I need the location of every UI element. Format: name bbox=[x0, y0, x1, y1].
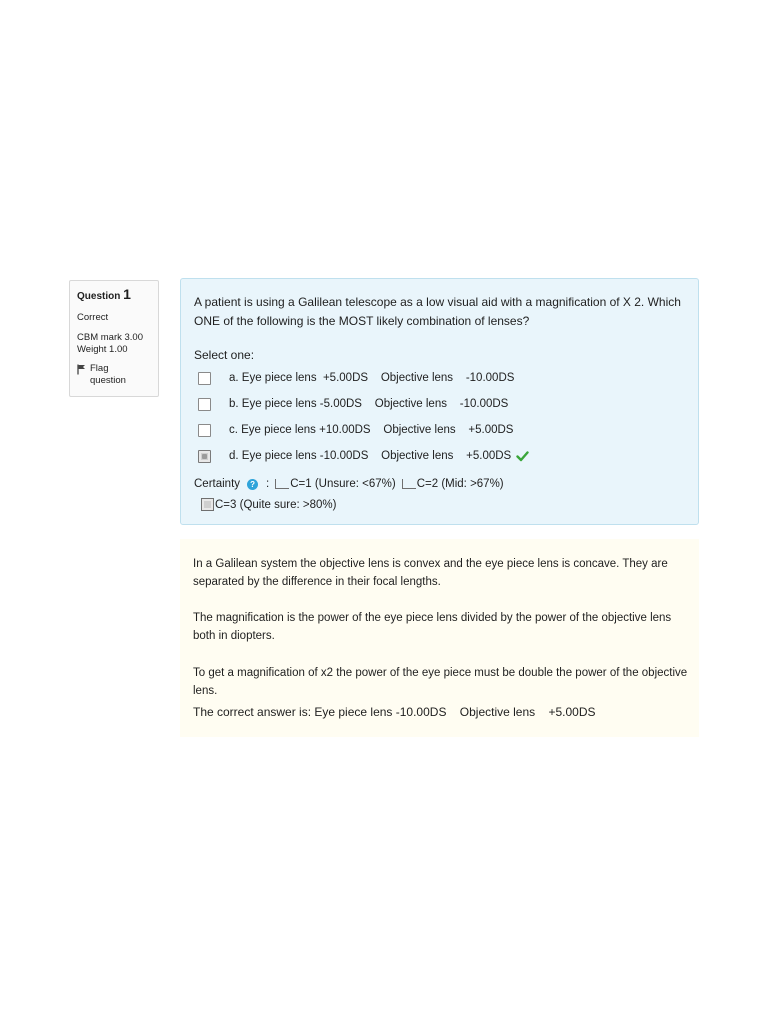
question-number-heading bbox=[77, 288, 152, 303]
answer-checkbox-checked[interactable] bbox=[198, 450, 211, 463]
feedback-paragraph: In a Galilean system the objective lens is convex and the eye piece lens is concave. They are separated by the difference in their focal lengths. bbox=[193, 558, 668, 588]
certainty-row-2 bbox=[201, 498, 336, 511]
answer-option-a[interactable] bbox=[198, 370, 514, 386]
general-feedback bbox=[180, 539, 699, 737]
certainty-row bbox=[194, 478, 504, 490]
certainty-option-c3: C=3 (Quite sure: >80%) bbox=[215, 498, 337, 511]
answer-label: b. Eye piece lens -5.00DS Objective lens -10.00DS bbox=[229, 398, 509, 410]
question-number: 1 bbox=[123, 286, 131, 302]
certainty-radio-c3-selected[interactable] bbox=[201, 498, 214, 511]
answer-checkbox[interactable] bbox=[198, 372, 211, 385]
flag-icon bbox=[77, 364, 86, 375]
feedback-paragraph: The magnification is the power of the eye piece lens divided by the power of the objective lens both in diopters. bbox=[193, 612, 672, 642]
help-icon[interactable]: ? bbox=[247, 479, 258, 490]
certainty-radio-c2[interactable] bbox=[402, 479, 416, 489]
answer-option-d[interactable] bbox=[198, 448, 529, 464]
certainty-radio-c1[interactable] bbox=[275, 479, 289, 489]
check-icon bbox=[516, 451, 529, 462]
flag-question-label: Flag question bbox=[90, 363, 126, 386]
certainty-option-c1: C=1 (Unsure: <67%) bbox=[290, 478, 396, 490]
question-formulation bbox=[180, 278, 699, 525]
cbm-mark: CBM mark 3.00 bbox=[77, 332, 143, 343]
question-info-panel bbox=[69, 280, 159, 397]
answer-option-c[interactable] bbox=[198, 422, 513, 438]
certainty-option-c2: C=2 (Mid: >67%) bbox=[416, 478, 504, 490]
answer-label: c. Eye piece lens +10.00DS Objective lens +5.00DS bbox=[229, 424, 514, 436]
feedback-paragraph: To get a magnification of x2 the power of the eye piece must be double the power of the objective lens. bbox=[193, 667, 688, 697]
answer-label: d. Eye piece lens -10.00DS Objective lens +5.00DS bbox=[229, 450, 512, 462]
question-state: Correct bbox=[77, 312, 109, 323]
answer-checkbox[interactable] bbox=[198, 398, 211, 411]
answer-label: a. Eye piece lens +5.00DS Objective lens -10.00DS bbox=[229, 372, 515, 384]
answer-option-b[interactable] bbox=[198, 396, 508, 412]
question-label: Question bbox=[77, 291, 121, 302]
flag-question-link[interactable] bbox=[77, 363, 152, 387]
certainty-separator: : bbox=[266, 478, 270, 490]
answer-checkbox[interactable] bbox=[198, 424, 211, 437]
select-one-prompt: Select one: bbox=[194, 348, 255, 362]
question-weight: Weight 1.00 bbox=[77, 344, 128, 355]
question-text: A patient is using a Galilean telescope as a low visual aid with a magnification of X 2. Which ONE of the following is the MOST likely combination of lenses? bbox=[194, 295, 681, 328]
certainty-label: Certainty bbox=[194, 478, 241, 490]
correct-answer-text: The correct answer is: Eye piece lens -10.00DS Objective lens +5.00DS bbox=[193, 705, 596, 719]
